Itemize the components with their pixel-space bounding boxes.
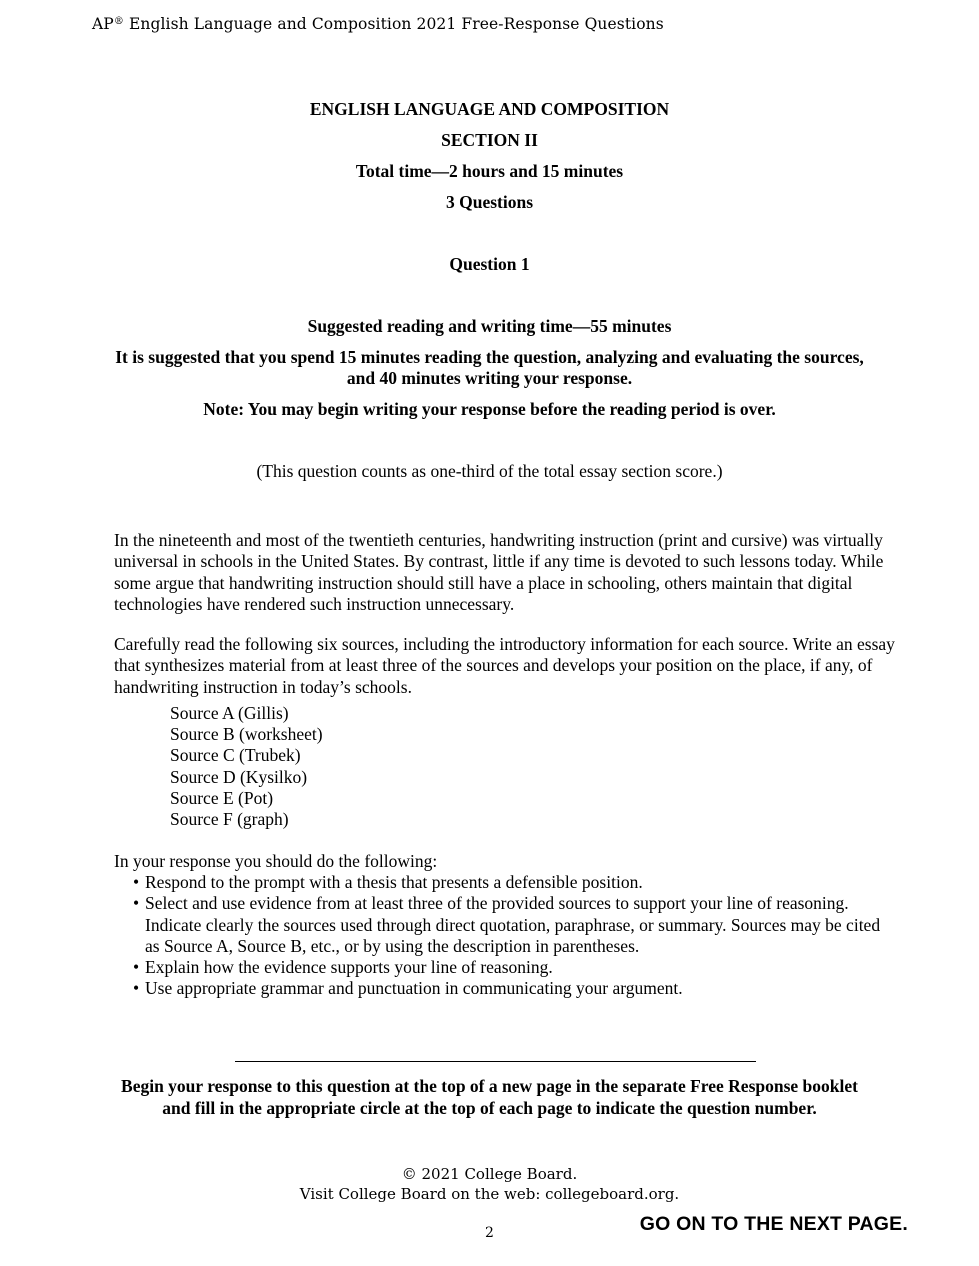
instruction-item <box>133 978 893 999</box>
registered-mark: ® <box>113 16 124 27</box>
bullet-icon: • <box>133 872 140 892</box>
instruction-text: Select and use evidence from at least three of the provided sources to support your line of reasoning. Indicate clearly the sources used through direct quotation, paraphrase, or summary. Sources may be cited as Source A, Source B, etc., or by using the description in parentheses. <box>145 893 881 956</box>
source-list <box>170 703 323 830</box>
instruction-list <box>133 872 893 1000</box>
source-item: Source F (graph) <box>170 809 289 830</box>
reading-note: Note: You may begin writing your response before the reading period is over. <box>203 399 776 419</box>
header-title: English Language and Composition 2021 Free-Response Questions <box>123 15 664 33</box>
suggested-time: Suggested reading and writing time—55 minutes <box>307 316 672 336</box>
closing-line-1: Begin your response to this question at the top of a new page in the separate Free Response booklet <box>121 1076 858 1096</box>
section-title: SECTION II <box>441 130 538 150</box>
instruction-item <box>133 957 893 978</box>
source-item: Source D (Kysilko) <box>170 766 308 787</box>
instruction-text: Explain how the evidence supports your line of reasoning. <box>145 957 553 978</box>
instructions-lead: In your response you should do the following: <box>114 851 438 871</box>
instruction-item <box>133 872 893 893</box>
source-item: Source E (Pot) <box>170 787 274 808</box>
bullet-icon: • <box>133 957 140 978</box>
question-count: 3 Questions <box>445 192 534 212</box>
advice-line-2: and 40 minutes writing your response. <box>346 368 633 388</box>
closing-line-2: and fill in the appropriate circle at the top of each page to indicate the question number. <box>162 1098 817 1118</box>
question-label: Question 1 <box>449 254 530 274</box>
prompt-paragraph-2: Carefully read the following six sources, including the introductory information for each source. Write an essay that synthesizes material from at least three of the sources and develops your position on the place, if any, of handwriting instruction in today’s schools. <box>114 634 895 697</box>
advice-line-1: It is suggested that you spend 15 minutes reading the question, analyzing and evaluating the sources, <box>115 347 864 367</box>
website-notice: Visit College Board on the web: collegeboard.org. <box>299 1185 680 1203</box>
instruction-text: Use appropriate grammar and punctuation in communicating your argument. <box>145 978 683 999</box>
course-title: ENGLISH LANGUAGE AND COMPOSITION <box>309 99 670 119</box>
instruction-text: Respond to the prompt with a thesis that presents a defensible position. <box>145 872 643 892</box>
bullet-icon: • <box>133 978 140 999</box>
header-prefix: AP <box>92 15 114 33</box>
score-weight: (This question counts as one-third of the total essay section score.) <box>256 461 723 481</box>
copyright-notice: © 2021 College Board. <box>401 1165 578 1183</box>
bullet-icon: • <box>133 893 140 914</box>
divider-rule <box>235 1061 756 1062</box>
total-time: Total time—2 hours and 15 minutes <box>355 161 624 181</box>
next-page-notice: GO ON TO THE NEXT PAGE. <box>639 1213 908 1235</box>
source-item: Source B (worksheet) <box>170 724 323 745</box>
instruction-item <box>133 893 893 957</box>
running-header <box>92 15 664 33</box>
page-number: 2 <box>485 1225 494 1241</box>
source-item: Source A (Gillis) <box>170 703 289 723</box>
prompt-paragraph-1: In the nineteenth and most of the twentieth centuries, handwriting instruction (print and cursive) was virtually universal in schools in the United States. By contrast, little if any time is devoted to such lessons today. While some argue that handwriting instruction should still have a place in schooling, others maintain that digital technologies have rendered such instruction unnecessary. <box>114 530 884 614</box>
source-item: Source C (Trubek) <box>170 745 301 766</box>
